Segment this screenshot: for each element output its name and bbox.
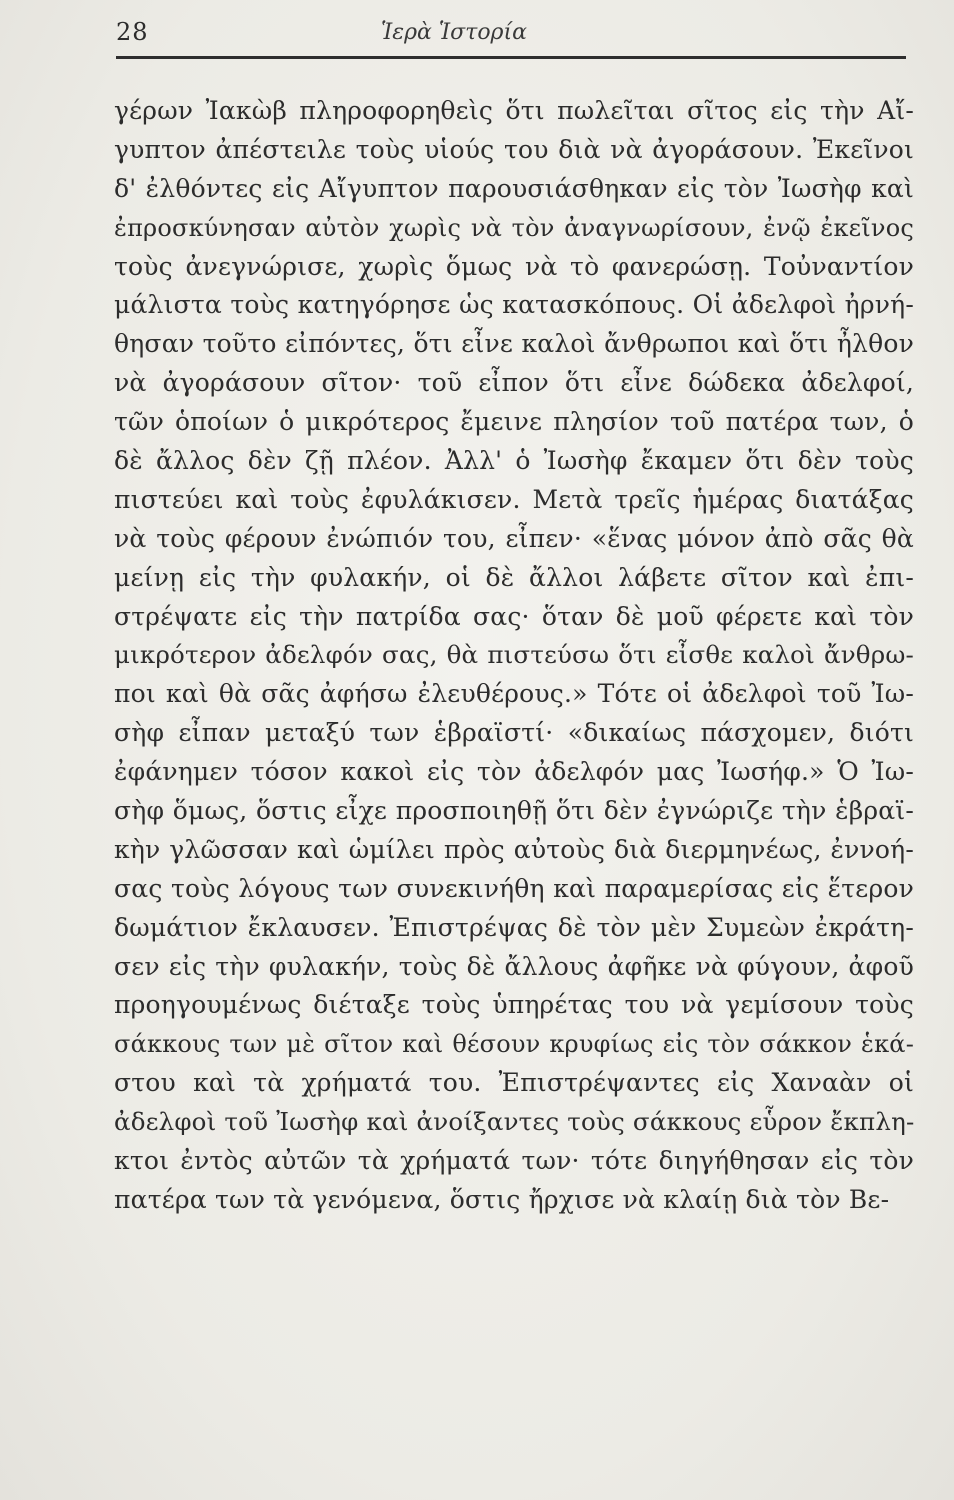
text-line: γυπτον ἀπέστειλε τοὺς υἱούς του διὰ νὰ ἀγοράσουν. Ἐκεῖνοι [114,134,914,164]
text-line: ἐφάνημεν τόσον κακοὶ εἰς τὸν ἀδελφόν μας Ἰωσήφ.» Ὁ Ἰω- [114,757,914,787]
text-line: προηγουμένως διέταξε τοὺς ὑπηρέτας του νὰ γεμίσουν τοὺς [114,990,914,1020]
text-line: σεν εἰς τὴν φυλακήν, τοὺς δὲ ἄλλους ἀφῆκε νὰ φύγουν, ἀφοῦ [114,951,914,981]
text-line: θησαν τοῦτο εἰπόντες, ὅτι εἶνε καλοὶ ἄνθρωποι καὶ ὅτι ἦλθον [114,329,914,359]
text-line: ἀδελφοὶ τοῦ Ἰωσὴφ καὶ ἀνοίξαντες τοὺς σάκκους εὗρον ἔκπλη- [114,1107,915,1137]
header-rule [116,56,906,59]
text-line: στρέψατε εἰς τὴν πατρίδα σας· ὅταν δὲ μοῦ φέρετε καὶ τὸν [114,601,914,631]
text-line: πατέρα των τὰ γενόμενα, ὅστις ἤρχισε νὰ κλαίῃ διὰ τὸν Βε- [114,1184,890,1214]
text-line: μάλιστα τοὺς κατηγόρησε ὡς κατασκόπους. Οἱ ἀδελφοὶ ἠρνή- [114,290,914,320]
page-header [116,18,906,58]
page-number: 28 [116,18,149,46]
text-line: μείνῃ εἰς τὴν φυλακήν, οἱ δὲ ἄλλοι λάβετε σῖτον καὶ ἐπι- [114,562,914,592]
text-line: κτοι ἐντὸς αὐτῶν τὰ χρήματά των· τότε διηγήθησαν εἰς τὸν [114,1146,914,1176]
text-line: σάκκους των μὲ σῖτον καὶ θέσουν κρυφίως εἰς τὸν σάκκον ἑκά- [114,1030,914,1059]
text-line: νὰ ἀγοράσουν σῖτον· τοῦ εἶπον ὅτι εἶνε δώδεκα ἀδελφοί, [114,368,914,398]
text-line: μικρότερον ἀδελφόν σας, θὰ πιστεύσω ὅτι εἶσθε καλοὶ ἄνθρω- [114,640,914,670]
text-line: κὴν γλῶσσαν καὶ ὡμίλει πρὸς αὐτοὺς διὰ διερμηνέως, ἐννοή- [114,834,914,864]
text-line: τῶν ὁποίων ὁ μικρότερος ἔμεινε πλησίον τοῦ πατέρα των, ὁ [114,407,914,437]
text-line: στου καὶ τὰ χρήματά του. Ἐπιστρέψαντες εἰς Χαναὰν οἱ [114,1068,914,1098]
text-line: ἐπροσκύνησαν αὐτὸν χωρὶς νὰ τὸν ἀναγνωρίσουν, ἐνῷ ἐκεῖνος [114,213,914,242]
body-text [114,92,914,1220]
text-line: τοὺς ἀνεγνώρισε, χωρὶς ὅμως νὰ τὸ φανερώσῃ. Τοὐναντίον [114,251,914,281]
text-line: σας τοὺς λόγους των συνεκινήθη καὶ παραμερίσας εἰς ἕτερον [114,873,914,903]
text-line: δωμάτιον ἔκλαυσεν. Ἐπιστρέψας δὲ τὸν μὲν Συμεὼν ἐκράτη- [114,912,914,942]
text-line: δὲ ἄλλος δὲν ζῇ πλέον. Ἀλλ' ὁ Ἰωσὴφ ἔκαμεν ὅτι δὲν τοὺς [114,446,914,476]
text-line: ποι καὶ θὰ σᾶς ἀφήσω ἐλευθέρους.» Τότε οἱ ἀδελφοὶ τοῦ Ἰω- [114,679,914,709]
text-line: σὴφ ὅμως, ὅστις εἶχε προσποιηθῇ ὅτι δὲν ἐγνώριζε τὴν ἑβραϊ- [114,796,914,826]
text-line: σὴφ εἶπαν μεταξύ των ἑβραϊστί· «δικαίως πάσχομεν, διότι [114,718,914,748]
text-line: νὰ τοὺς φέρουν ἐνώπιόν του, εἶπεν· «ἕνας μόνον ἀπὸ σᾶς θὰ [114,523,914,553]
text-line: δ' ἐλθόντες εἰς Αἴγυπτον παρουσιάσθηκαν εἰς τὸν Ἰωσὴφ καὶ [114,173,914,203]
text-line: γέρων Ἰακὼβ πληροφορηθεὶς ὅτι πωλεῖται σῖτος εἰς τὴν Αἴ- [114,96,914,125]
running-title: Ἱερὰ Ἱστορία [381,20,527,45]
text-line: πιστεύει καὶ τοὺς ἐφυλάκισεν. Μετὰ τρεῖς ἡμέρας διατάξας [114,484,914,514]
